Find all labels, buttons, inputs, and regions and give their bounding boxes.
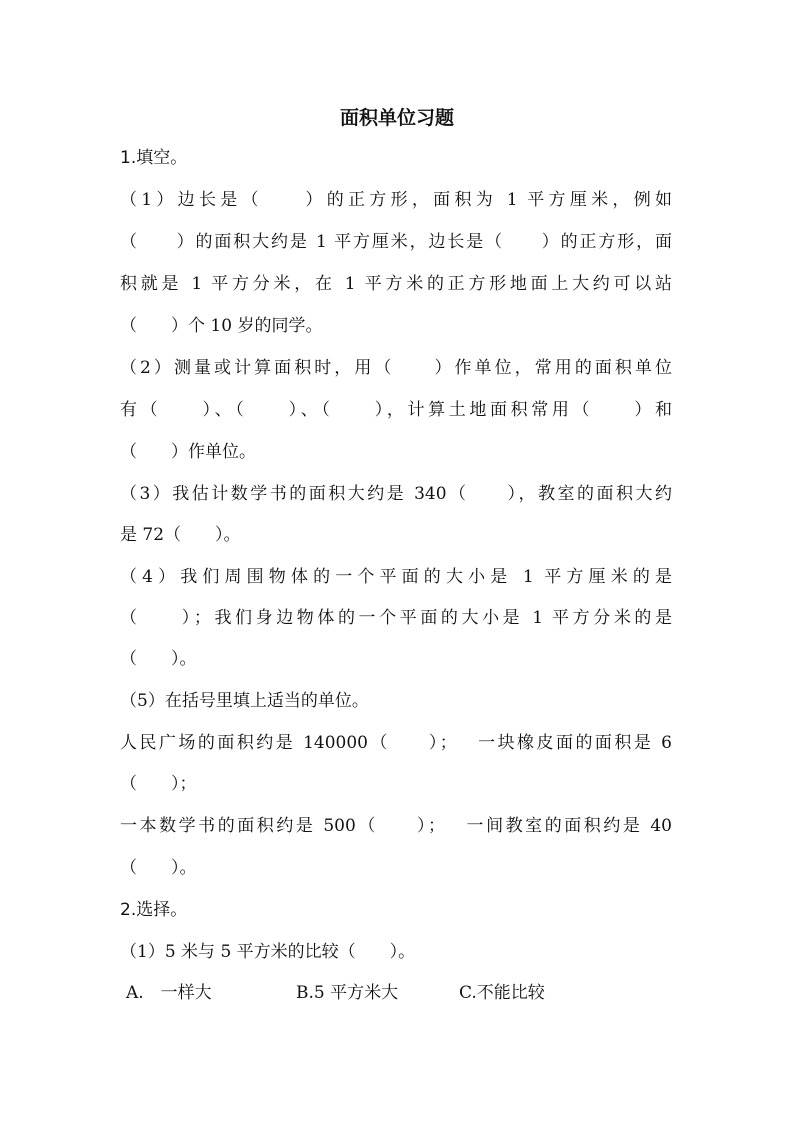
q5-line-3: 一本数学书的面积约是 500（ ）； 一间教室的面积约是 40 — [120, 816, 672, 836]
q4-line-1: （4）我们周围物体的一个平面的大小是 1 平方厘米的是 — [120, 567, 672, 587]
q4-line-3: （ ）。 — [120, 649, 197, 669]
option-c: C.不能比较 — [459, 983, 545, 1003]
option-a: A. 一样大 — [126, 983, 212, 1003]
q1-line-4: （ ）个 10 岁的同学。 — [120, 316, 323, 336]
q4-line-2: （ ）；我们身边物体的一个平面的大小是 1 平方分米的是 — [120, 608, 672, 628]
q5-heading: （5）在括号里填上适当的单位。 — [120, 691, 369, 711]
option-b: B.5 平方米大 — [296, 983, 399, 1003]
q5-line-2: （ ）； — [120, 774, 197, 794]
q5-line-1: 人民广场的面积约是 140000（ ）； 一块橡皮面的面积是 6 — [120, 733, 672, 753]
q2-line-3: （ ）作单位。 — [120, 442, 256, 462]
page-title: 面积单位习题 — [339, 107, 454, 129]
q3-line-2: 是 72（ ）。 — [120, 525, 241, 545]
section-2-heading: 2.选择。 — [120, 900, 188, 920]
section-1-heading: 1.填空。 — [120, 148, 188, 168]
q1-line-2: （ ）的面积大约是 1 平方厘米，边长是（ ）的正方形，面 — [120, 232, 672, 252]
q3-line-1: （3）我估计数学书的面积大约是 340（ ），教室的面积大约 — [120, 484, 672, 504]
choice-question-1: （1）5 米与 5 平方米的比较（ ）。 — [120, 942, 416, 962]
q1-line-1: （1）边长是（ ）的正方形，面积为 1 平方厘米，例如 — [120, 190, 672, 210]
q2-line-2: 有（ ）、（ ）、（ ），计算土地面积常用（ ）和 — [120, 400, 672, 420]
q1-line-3: 积就是 1 平方分米，在 1 平方米的正方形地面上大约可以站 — [120, 274, 672, 294]
q2-line-1: （2）测量或计算面积时，用（ ）作单位，常用的面积单位 — [120, 358, 672, 378]
q5-line-4: （ ）。 — [120, 858, 197, 878]
